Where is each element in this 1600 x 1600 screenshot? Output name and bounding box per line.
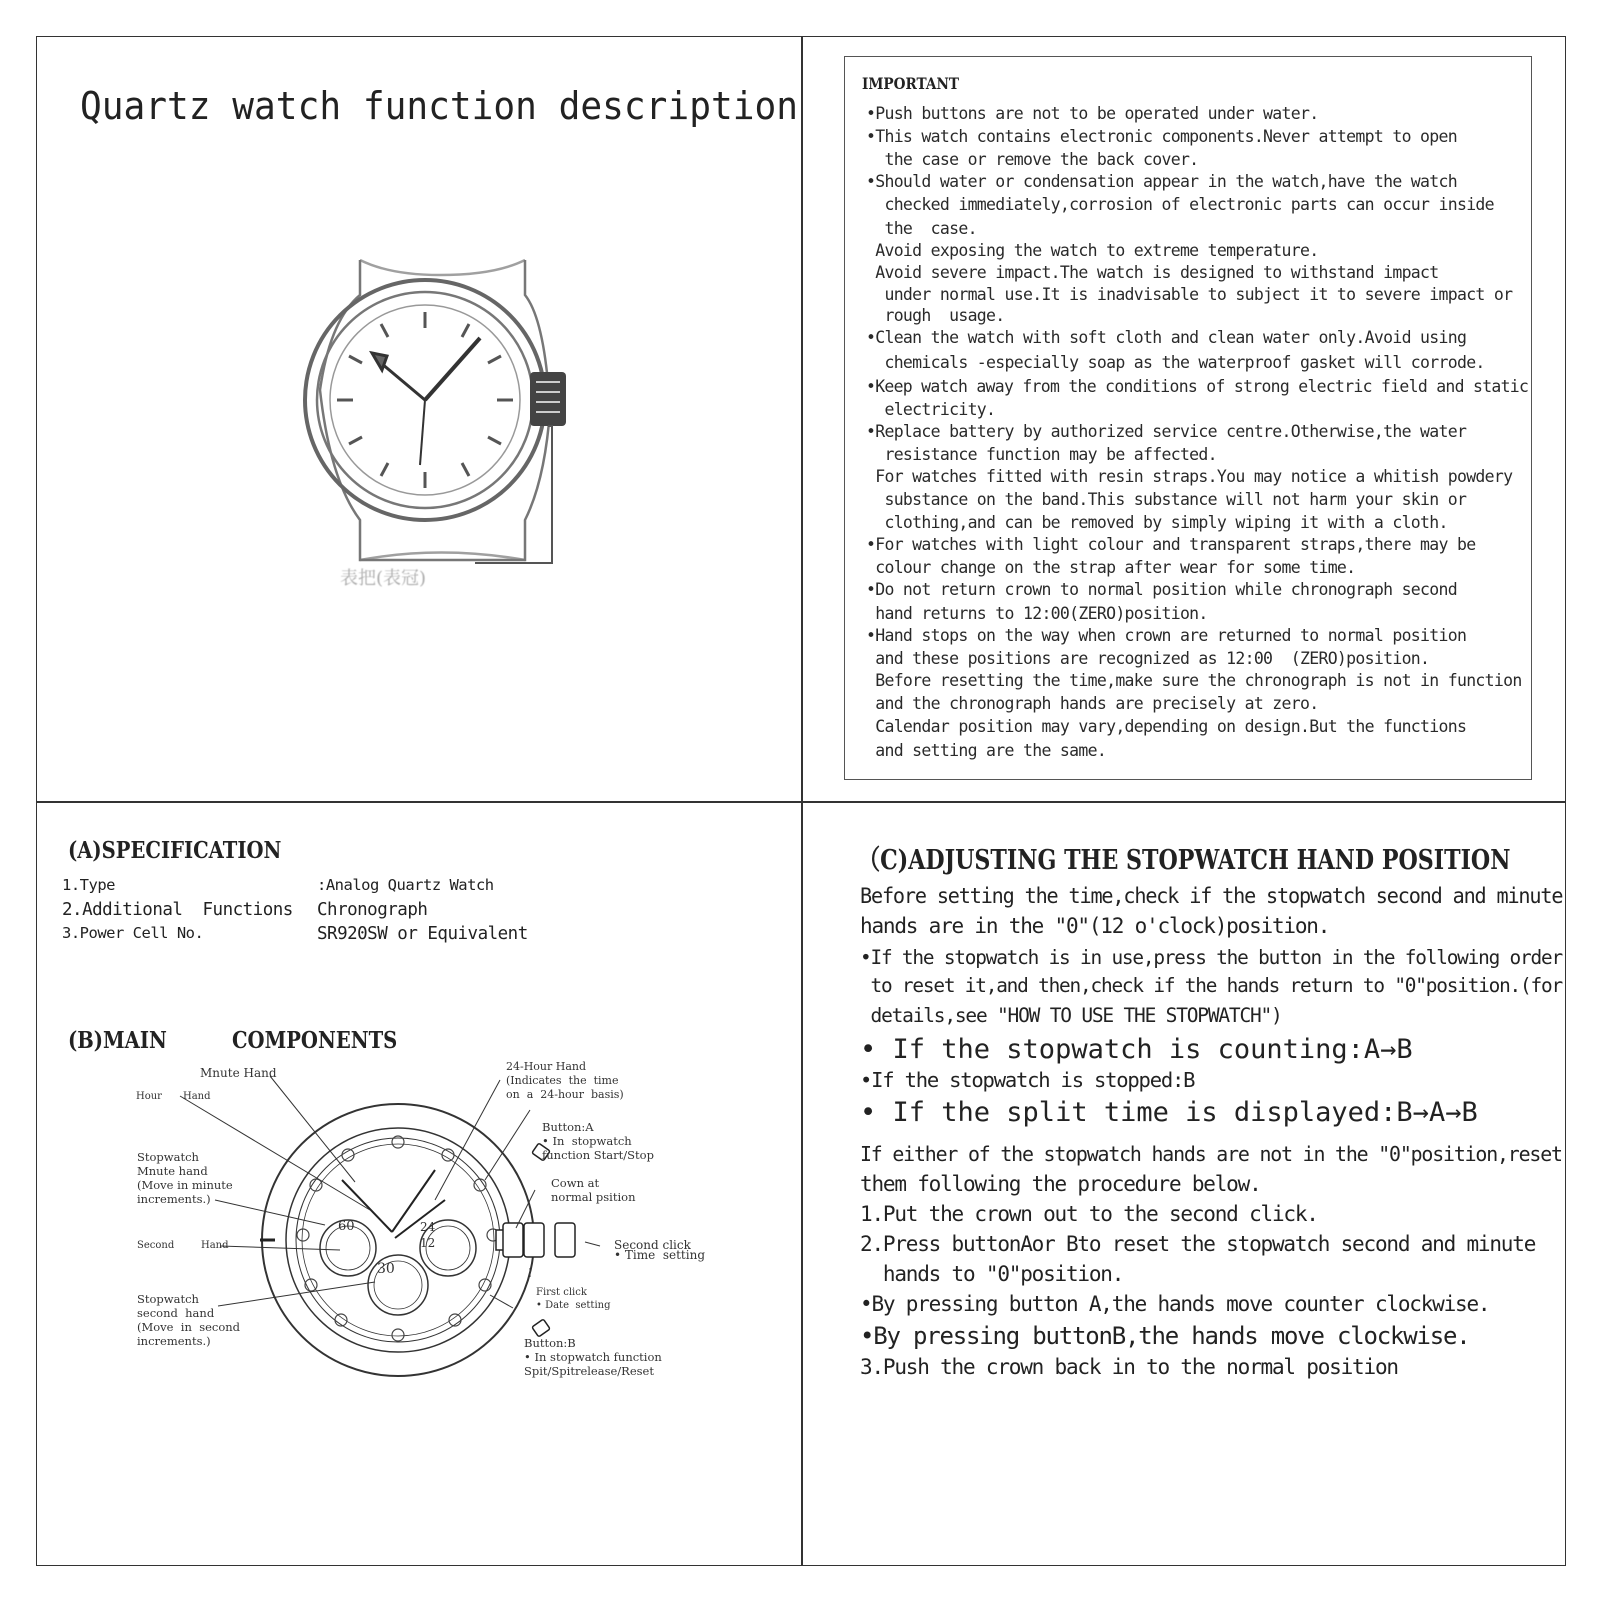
adjusting-heading: （C)ADJUSTING THE STOPWATCH HAND POSITION bbox=[858, 845, 1511, 876]
spec-label: 3.Power Cell No. bbox=[62, 924, 204, 942]
important-line: •Should water or condensation appear in the watch,have the watch bbox=[866, 172, 1457, 191]
adjusting-line: •If the stopwatch is stopped:B bbox=[860, 1068, 1195, 1092]
adjusting-line: details,see "HOW TO USE THE STOPWATCH") bbox=[860, 1004, 1282, 1027]
spec-value: :Analog Quartz Watch bbox=[317, 876, 494, 894]
important-line: electricity. bbox=[866, 400, 996, 419]
important-line: the case or remove the back cover. bbox=[866, 150, 1199, 169]
dial-label-12: 12 bbox=[420, 1236, 436, 1250]
important-line: and the chronograph hands are precisely at zero. bbox=[866, 694, 1319, 713]
label-stopwatch-minute-hand: Stopwatch Mnute hand (Move in minute increments.) bbox=[137, 1150, 233, 1206]
spec-value: SR920SW or Equivalent bbox=[317, 924, 528, 944]
important-line: and setting are the same. bbox=[866, 741, 1107, 760]
important-line: Avoid severe impact.The watch is designed to withstand impact bbox=[866, 263, 1439, 282]
important-line: chemicals -especially soap as the waterproof gasket will corrode. bbox=[866, 353, 1485, 372]
label-button-a: Button:A • In stopwatch function Start/Stop bbox=[542, 1120, 654, 1162]
label-hour-hand-a: Hour bbox=[136, 1091, 162, 1102]
important-line: •Clean the watch with soft cloth and clean water only.Avoid using bbox=[866, 328, 1467, 347]
important-line: Before resetting the time,make sure the chronograph is not in function bbox=[866, 671, 1522, 690]
label-minute-hand: Mnute Hand bbox=[200, 1066, 277, 1080]
specification-heading: (A)SPECIFICATION bbox=[68, 837, 282, 864]
important-line: Avoid exposing the watch to extreme temperature. bbox=[866, 241, 1319, 260]
important-line: Calendar position may vary,depending on design.But the functions bbox=[866, 717, 1467, 736]
important-line: colour change on the strap after wear for some time. bbox=[866, 558, 1356, 577]
important-line: •Keep watch away from the conditions of strong electric field and static bbox=[866, 377, 1529, 396]
adjusting-line: 3.Push the crown back in to the normal position bbox=[860, 1355, 1398, 1379]
adjusting-line: Before setting the time,check if the stopwatch second and minute bbox=[860, 884, 1563, 908]
important-line: resistance function may be affected. bbox=[866, 445, 1217, 464]
crown-caption: 表把(表冠) bbox=[340, 568, 427, 589]
important-line: For watches fitted with resin straps.You may notice a whitish powdery bbox=[866, 467, 1513, 486]
important-line: rough usage. bbox=[866, 306, 1005, 325]
adjusting-line: • If the split time is displayed:B→A→B bbox=[860, 1097, 1478, 1128]
label-button-b: Button:B • In stopwatch function Spit/Spitrelease/Reset bbox=[524, 1336, 662, 1378]
adjusting-line: to reset it,and then,check if the hands return to "0"position.(for bbox=[860, 974, 1562, 997]
adjusting-line: them following the procedure below. bbox=[860, 1172, 1261, 1196]
important-line: checked immediately,corrosion of electronic parts can occur inside bbox=[866, 195, 1494, 214]
page-title: Quartz watch function description bbox=[80, 84, 798, 128]
spec-label: 1.Type bbox=[62, 876, 115, 894]
adjusting-line: 2.Press buttonAor Bto reset the stopwatch second and minute bbox=[860, 1232, 1536, 1256]
label-second-click: Second click • Time setting bbox=[614, 1238, 705, 1262]
important-line: •This watch contains electronic components.Never attempt to open bbox=[866, 127, 1457, 146]
watch-outline-illustration bbox=[290, 250, 590, 600]
adjusting-line: hands to "0"position. bbox=[860, 1262, 1124, 1286]
important-line: under normal use.It is inadvisable to subject it to severe impact or bbox=[866, 285, 1513, 304]
adjusting-line: • If the stopwatch is counting:A→B bbox=[860, 1034, 1413, 1065]
dial-label-24: 24 bbox=[420, 1220, 436, 1234]
adjusting-line: •By pressing button A,the hands move counter clockwise. bbox=[860, 1292, 1490, 1316]
important-line: •Do not return crown to normal position while chronograph second bbox=[866, 580, 1457, 599]
dial-label-30: 30 bbox=[377, 1261, 395, 1277]
important-line: •Push buttons are not to be operated under water. bbox=[866, 104, 1319, 123]
important-title: IMPORTANT bbox=[862, 74, 960, 93]
label-first-click: First click • Date setting bbox=[536, 1287, 611, 1311]
components-heading-a: (B)MAIN bbox=[68, 1027, 167, 1054]
label-stopwatch-second-hand: Stopwatch second hand (Move in second increments.) bbox=[137, 1292, 241, 1348]
label-second-hand-b: Hand bbox=[201, 1240, 229, 1251]
label-24-hour-hand: 24-Hour Hand (Indicates the time on a 24-hour basis) bbox=[506, 1060, 624, 1101]
important-line: clothing,and can be removed by simply wiping it with a cloth. bbox=[866, 513, 1448, 532]
important-line: substance on the band.This substance will not harm your skin or bbox=[866, 490, 1467, 509]
important-line: hand returns to 12:00(ZERO)position. bbox=[866, 604, 1208, 623]
important-line: and these positions are recognized as 12:00 (ZERO)position. bbox=[866, 649, 1430, 668]
spec-label: 2.Additional Functions bbox=[62, 900, 293, 920]
adjusting-line: hands are in the "0"(12 o'clock)position. bbox=[860, 914, 1330, 938]
adjusting-line: •By pressing buttonB,the hands move clockwise. bbox=[860, 1322, 1470, 1350]
adjusting-line: 1.Put the crown out to the second click. bbox=[860, 1202, 1318, 1226]
label-second-hand-a: Second bbox=[137, 1240, 175, 1251]
label-hour-hand-b: Hand bbox=[183, 1091, 211, 1102]
important-line: •Hand stops on the way when crown are returned to normal position bbox=[866, 626, 1467, 645]
dial-label-60: 60 bbox=[338, 1219, 355, 1234]
components-heading-b: COMPONENTS bbox=[232, 1027, 398, 1054]
adjusting-line: If either of the stopwatch hands are not in the "0"position,reset bbox=[860, 1142, 1562, 1166]
label-crown-normal: Cown at normal psition bbox=[551, 1176, 636, 1204]
important-line: •For watches with light colour and transparent straps,there may be bbox=[866, 535, 1476, 554]
spec-value: Chronograph bbox=[317, 900, 428, 920]
important-line: •Replace battery by authorized service centre.Otherwise,the water bbox=[866, 422, 1467, 441]
adjusting-line: •If the stopwatch is in use,press the button in the following order bbox=[860, 946, 1562, 969]
horizontal-divider bbox=[36, 801, 1566, 803]
important-line: the case. bbox=[866, 219, 977, 238]
